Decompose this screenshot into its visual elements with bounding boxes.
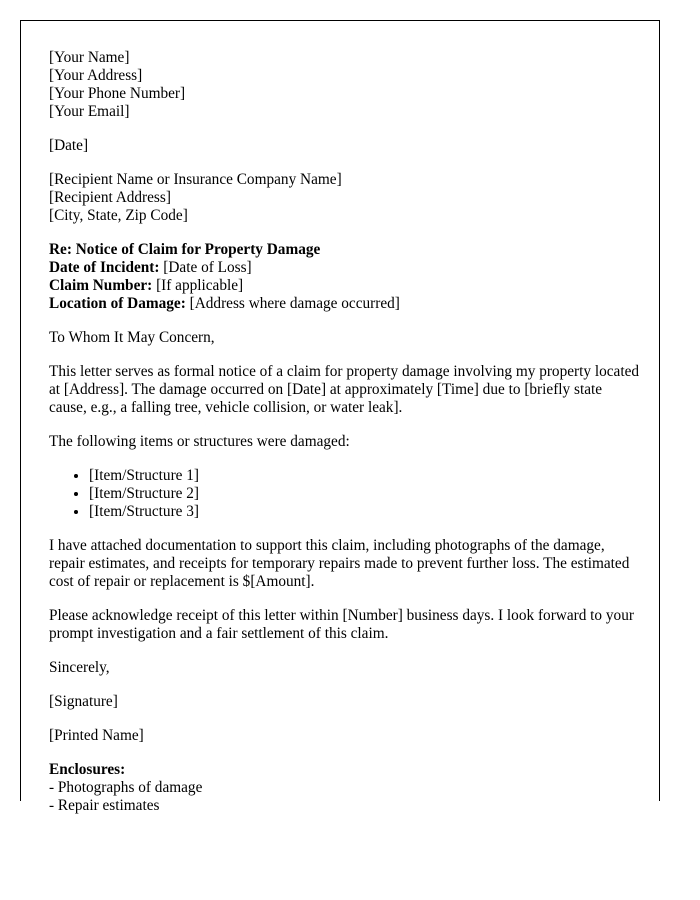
sender-address: [Your Address]	[49, 67, 143, 84]
body-paragraph-4: Please acknowledge receipt of this letter within [Number] business days. I look forward to your prompt investigation and a fair settlement of this claim.	[49, 607, 634, 642]
body-paragraph-2: The following items or structures were damaged:	[49, 433, 350, 450]
location-value: [Address where damage occurred]	[185, 295, 400, 312]
closing: Sincerely,	[49, 659, 110, 676]
subject-line: Re: Notice of Claim for Property Damage	[49, 241, 321, 258]
letter-content	[49, 49, 639, 831]
damaged-items-list	[49, 467, 639, 521]
body-paragraph-1: This letter serves as formal notice of a claim for property damage involving my property located at [Address]. The damage occurred on [Date] at approximately [Time] due to [briefly state cause, e.g., a falling tree, vehicle collision, or water leak].	[49, 363, 640, 416]
list-item: • [Item/Structure 2]	[89, 485, 639, 503]
list-item: • [Item/Structure 3]	[89, 503, 639, 521]
sender-block	[49, 49, 639, 121]
incident-value: [Date of Loss]	[159, 259, 252, 276]
salutation: To Whom It May Concern,	[49, 329, 215, 346]
incident-label: Date of Incident:	[49, 259, 160, 276]
recipient-address: [Recipient Address]	[49, 189, 171, 206]
recipient-city: [City, State, Zip Code]	[49, 207, 188, 224]
letter-date: [Date]	[49, 137, 89, 154]
list-item: • [Item/Structure 1]	[89, 467, 639, 485]
enclosure-item: - Repair estimates	[49, 797, 160, 814]
sender-phone: [Your Phone Number]	[49, 85, 186, 102]
recipient-name: [Recipient Name or Insurance Company Name]	[49, 171, 342, 188]
body-paragraph-3: I have attached documentation to support this claim, including photographs of the damage, repair estimates, and receipts for temporary repairs made to prevent further loss. The estimated cost of repair or replacement is $[Amount].	[49, 537, 630, 590]
claim-label: Claim Number:	[49, 277, 153, 294]
enclosures-label: Enclosures:	[49, 761, 126, 778]
sender-email: [Your Email]	[49, 103, 130, 120]
location-label: Location of Damage:	[49, 295, 186, 312]
sender-name: [Your Name]	[49, 49, 130, 66]
recipient-block	[49, 171, 639, 225]
printed-name: [Printed Name]	[49, 727, 144, 744]
letter-page	[20, 20, 660, 814]
subject-block	[49, 241, 639, 313]
enclosure-item: - Photographs of damage	[49, 779, 203, 796]
enclosures-block	[49, 761, 639, 815]
signature: [Signature]	[49, 693, 118, 710]
claim-value: [If applicable]	[152, 277, 244, 294]
